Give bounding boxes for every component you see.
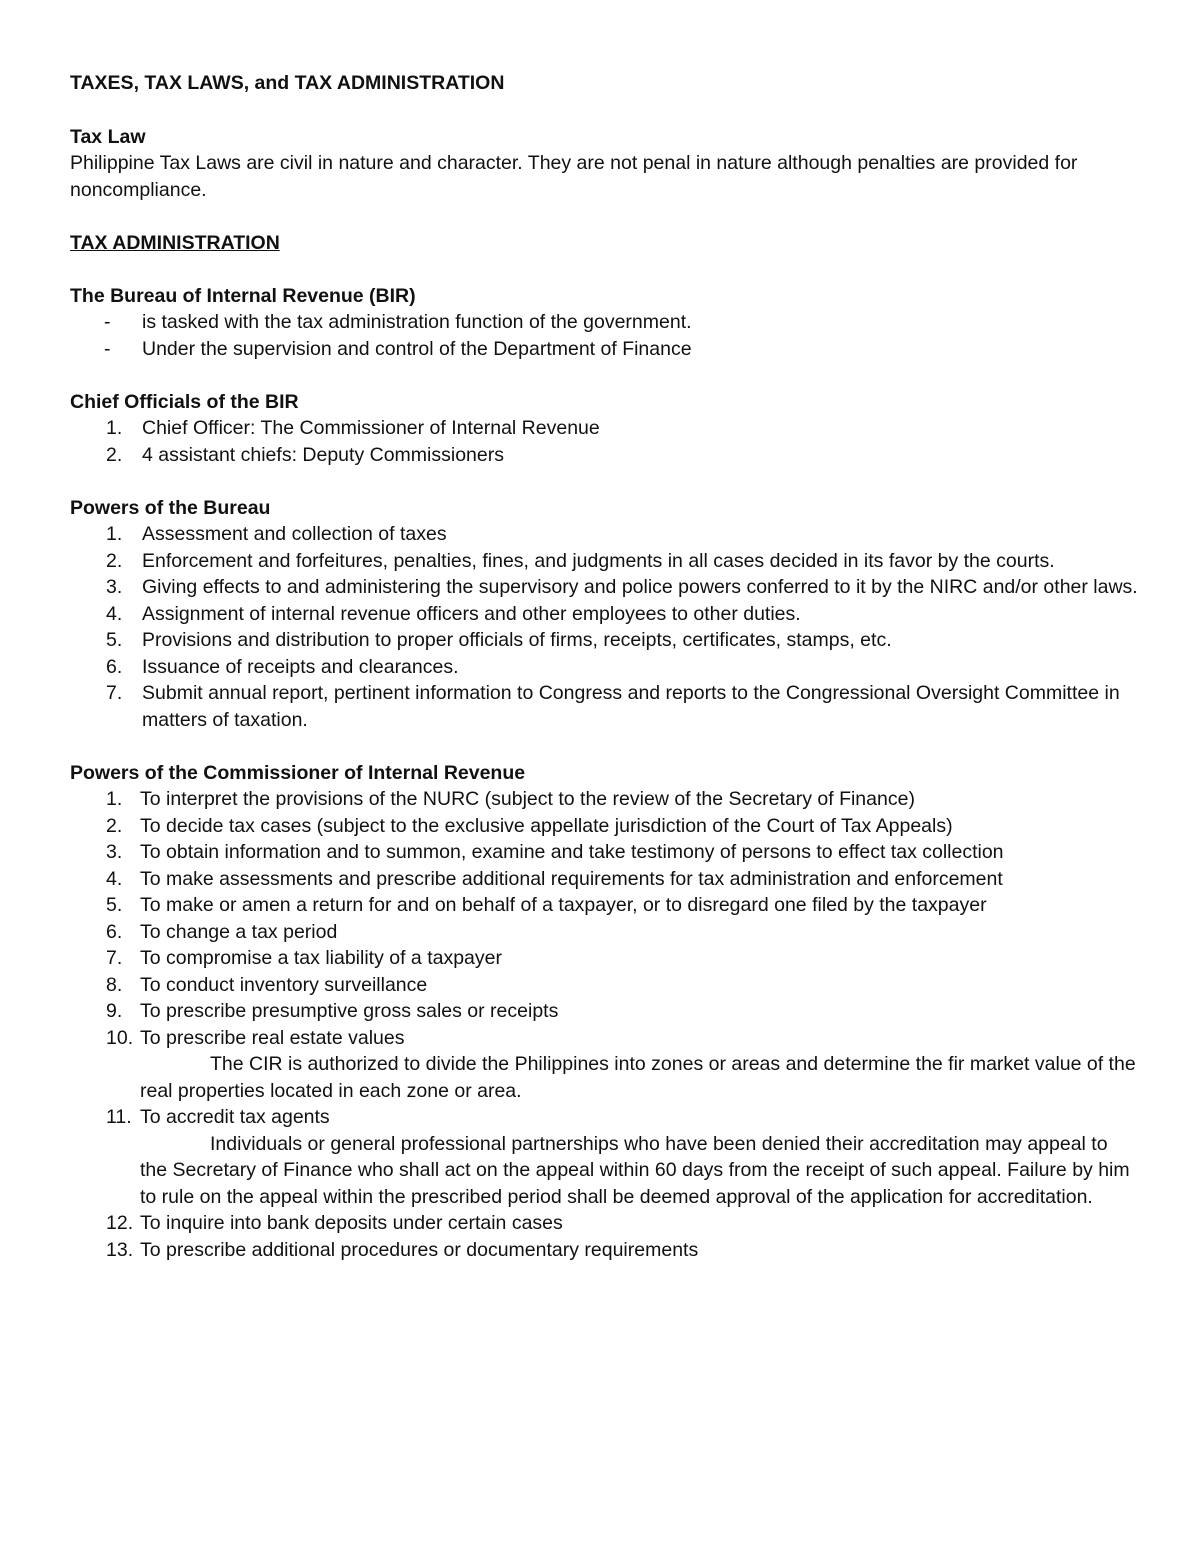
list-item-text: To inquire into bank deposits under certain cases: [140, 1212, 563, 1234]
list-number: 2.: [106, 549, 123, 572]
list-item: [70, 627, 1140, 654]
chief-officials-heading: Chief Officials of the BIR: [70, 390, 299, 413]
list-item-text: Giving effects to and administering the supervisory and police powers conferred to it by the NIRC and/or other laws.: [142, 576, 1138, 598]
list-item: [70, 574, 1140, 601]
list-number: 3.: [106, 576, 123, 598]
list-item: [70, 680, 1140, 733]
list-item-text: Submit annual report, pertinent information to Congress and reports to the Congressional Oversight Committee in matters of taxation.: [142, 682, 1120, 731]
list-item-text: To compromise a tax liability of a taxpayer: [140, 947, 502, 969]
list-number: 5.: [106, 894, 123, 916]
list-item-text: 4 assistant chiefs: Deputy Commissioners: [142, 443, 504, 466]
powers-bureau-heading: Powers of the Bureau: [70, 496, 271, 519]
list-item: [70, 654, 1140, 681]
list-number: 6.: [106, 655, 123, 678]
list-number: 9.: [106, 1000, 123, 1022]
list-item-text: To conduct inventory surveillance: [140, 973, 428, 996]
dash-marker: -: [104, 337, 111, 360]
list-item-text: Assessment and collection of taxes: [142, 523, 447, 545]
list-item-text: To prescribe real estate values: [140, 1026, 405, 1049]
list-item: [70, 415, 1140, 442]
list-number: 5.: [106, 629, 123, 651]
list-number: 1.: [106, 523, 123, 545]
list-number: 3.: [106, 841, 123, 863]
powers-commissioner-heading: Powers of the Commissioner of Internal Revenue: [70, 761, 526, 784]
bir-heading: The Bureau of Internal Revenue (BIR): [70, 284, 416, 307]
list-item-text: Enforcement and forfeitures, penalties, fines, and judgments in all cases decided in its favor by the courts.: [142, 549, 1055, 572]
list-item-text: To prescribe additional procedures or documentary requirements: [140, 1238, 699, 1261]
list-number: 7.: [106, 682, 123, 704]
list-item: [70, 945, 1140, 972]
list-number: 13.: [106, 1238, 134, 1261]
list-item-text: To change a tax period: [140, 920, 338, 943]
list-item-text: To accredit tax agents: [140, 1106, 330, 1128]
list-item-text: To obtain information and to summon, examine and take testimony of persons to effect tax collection: [140, 841, 1004, 863]
list-item-text: Under the supervision and control of the Department of Finance: [142, 337, 692, 360]
list-item: [70, 309, 1140, 336]
list-item: [70, 336, 1140, 363]
list-number: 4.: [106, 867, 123, 890]
powers-bureau-list: [70, 521, 1140, 733]
list-number: 10.: [106, 1026, 134, 1049]
list-item: [70, 998, 1140, 1025]
list-item: [70, 521, 1140, 548]
list-number: 12.: [106, 1212, 134, 1234]
chief-officials-list: [70, 415, 1140, 468]
bir-list: [70, 309, 1140, 362]
document-title: TAXES, TAX LAWS, and TAX ADMINISTRATION: [70, 72, 505, 94]
list-number: 1.: [106, 417, 123, 439]
list-number: 11.: [106, 1106, 132, 1128]
tax-law-heading: Tax Law: [70, 125, 146, 148]
list-item-text: To decide tax cases (subject to the exclusive appellate jurisdiction of the Court of Tax Appeals): [140, 814, 953, 837]
list-item: [70, 866, 1140, 893]
powers-commissioner-list: [70, 786, 1140, 1263]
list-item-text: To prescribe presumptive gross sales or receipts: [140, 1000, 559, 1022]
list-number: 2.: [106, 443, 123, 466]
list-item: [70, 892, 1140, 919]
list-number: 2.: [106, 814, 123, 837]
list-item-note: The CIR is authorized to divide the Philippines into zones or areas and determine the fir market value of the real properties located in each zone or area.: [140, 1053, 1136, 1102]
list-item: [70, 1025, 1140, 1105]
list-item: [70, 601, 1140, 628]
list-item-text: Provisions and distribution to proper officials of firms, receipts, certificates, stamps, etc.: [142, 629, 892, 651]
tax-administration-heading: TAX ADMINISTRATION: [70, 231, 280, 254]
list-item-text: Chief Officer: The Commissioner of Internal Revenue: [142, 417, 600, 439]
list-item: [70, 839, 1140, 866]
tax-law-paragraph: Philippine Tax Laws are civil in nature and character. They are not penal in nature although penalties are provided for noncompliance.: [70, 152, 1078, 201]
list-item: [70, 1210, 1140, 1237]
list-item-text: Assignment of internal revenue officers and other employees to other duties.: [142, 602, 801, 625]
list-item-text: is tasked with the tax administration function of the government.: [142, 311, 692, 333]
list-number: 8.: [106, 973, 123, 996]
list-number: 6.: [106, 920, 123, 943]
list-number: 1.: [106, 788, 123, 810]
list-item: [70, 1237, 1140, 1264]
list-item: [70, 919, 1140, 946]
list-item: [70, 813, 1140, 840]
list-item: [70, 972, 1140, 999]
list-item: [70, 1104, 1140, 1210]
list-item-text: To interpret the provisions of the NURC (subject to the review of the Secretary of Finance): [140, 788, 915, 810]
list-number: 7.: [106, 947, 123, 969]
list-number: 4.: [106, 602, 123, 625]
list-item-text: To make assessments and prescribe additional requirements for tax administration and enforcement: [140, 867, 1003, 890]
list-item: [70, 442, 1140, 469]
list-item-text: To make or amen a return for and on behalf of a taxpayer, or to disregard one filed by the taxpayer: [140, 894, 987, 916]
list-item-note: Individuals or general professional partnerships who have been denied their accreditation may appeal to the Secretary of Finance who shall act on the appeal within 60 days from the receipt of such appeal. Failure by him to rule on the appeal within the prescribed period shall be deemed approval of the application for accreditation.: [140, 1132, 1130, 1208]
list-item-text: Issuance of receipts and clearances.: [142, 655, 459, 678]
list-item: [70, 786, 1140, 813]
list-item: [70, 548, 1140, 575]
dash-marker: -: [104, 311, 111, 333]
document-page: [70, 70, 1140, 1263]
